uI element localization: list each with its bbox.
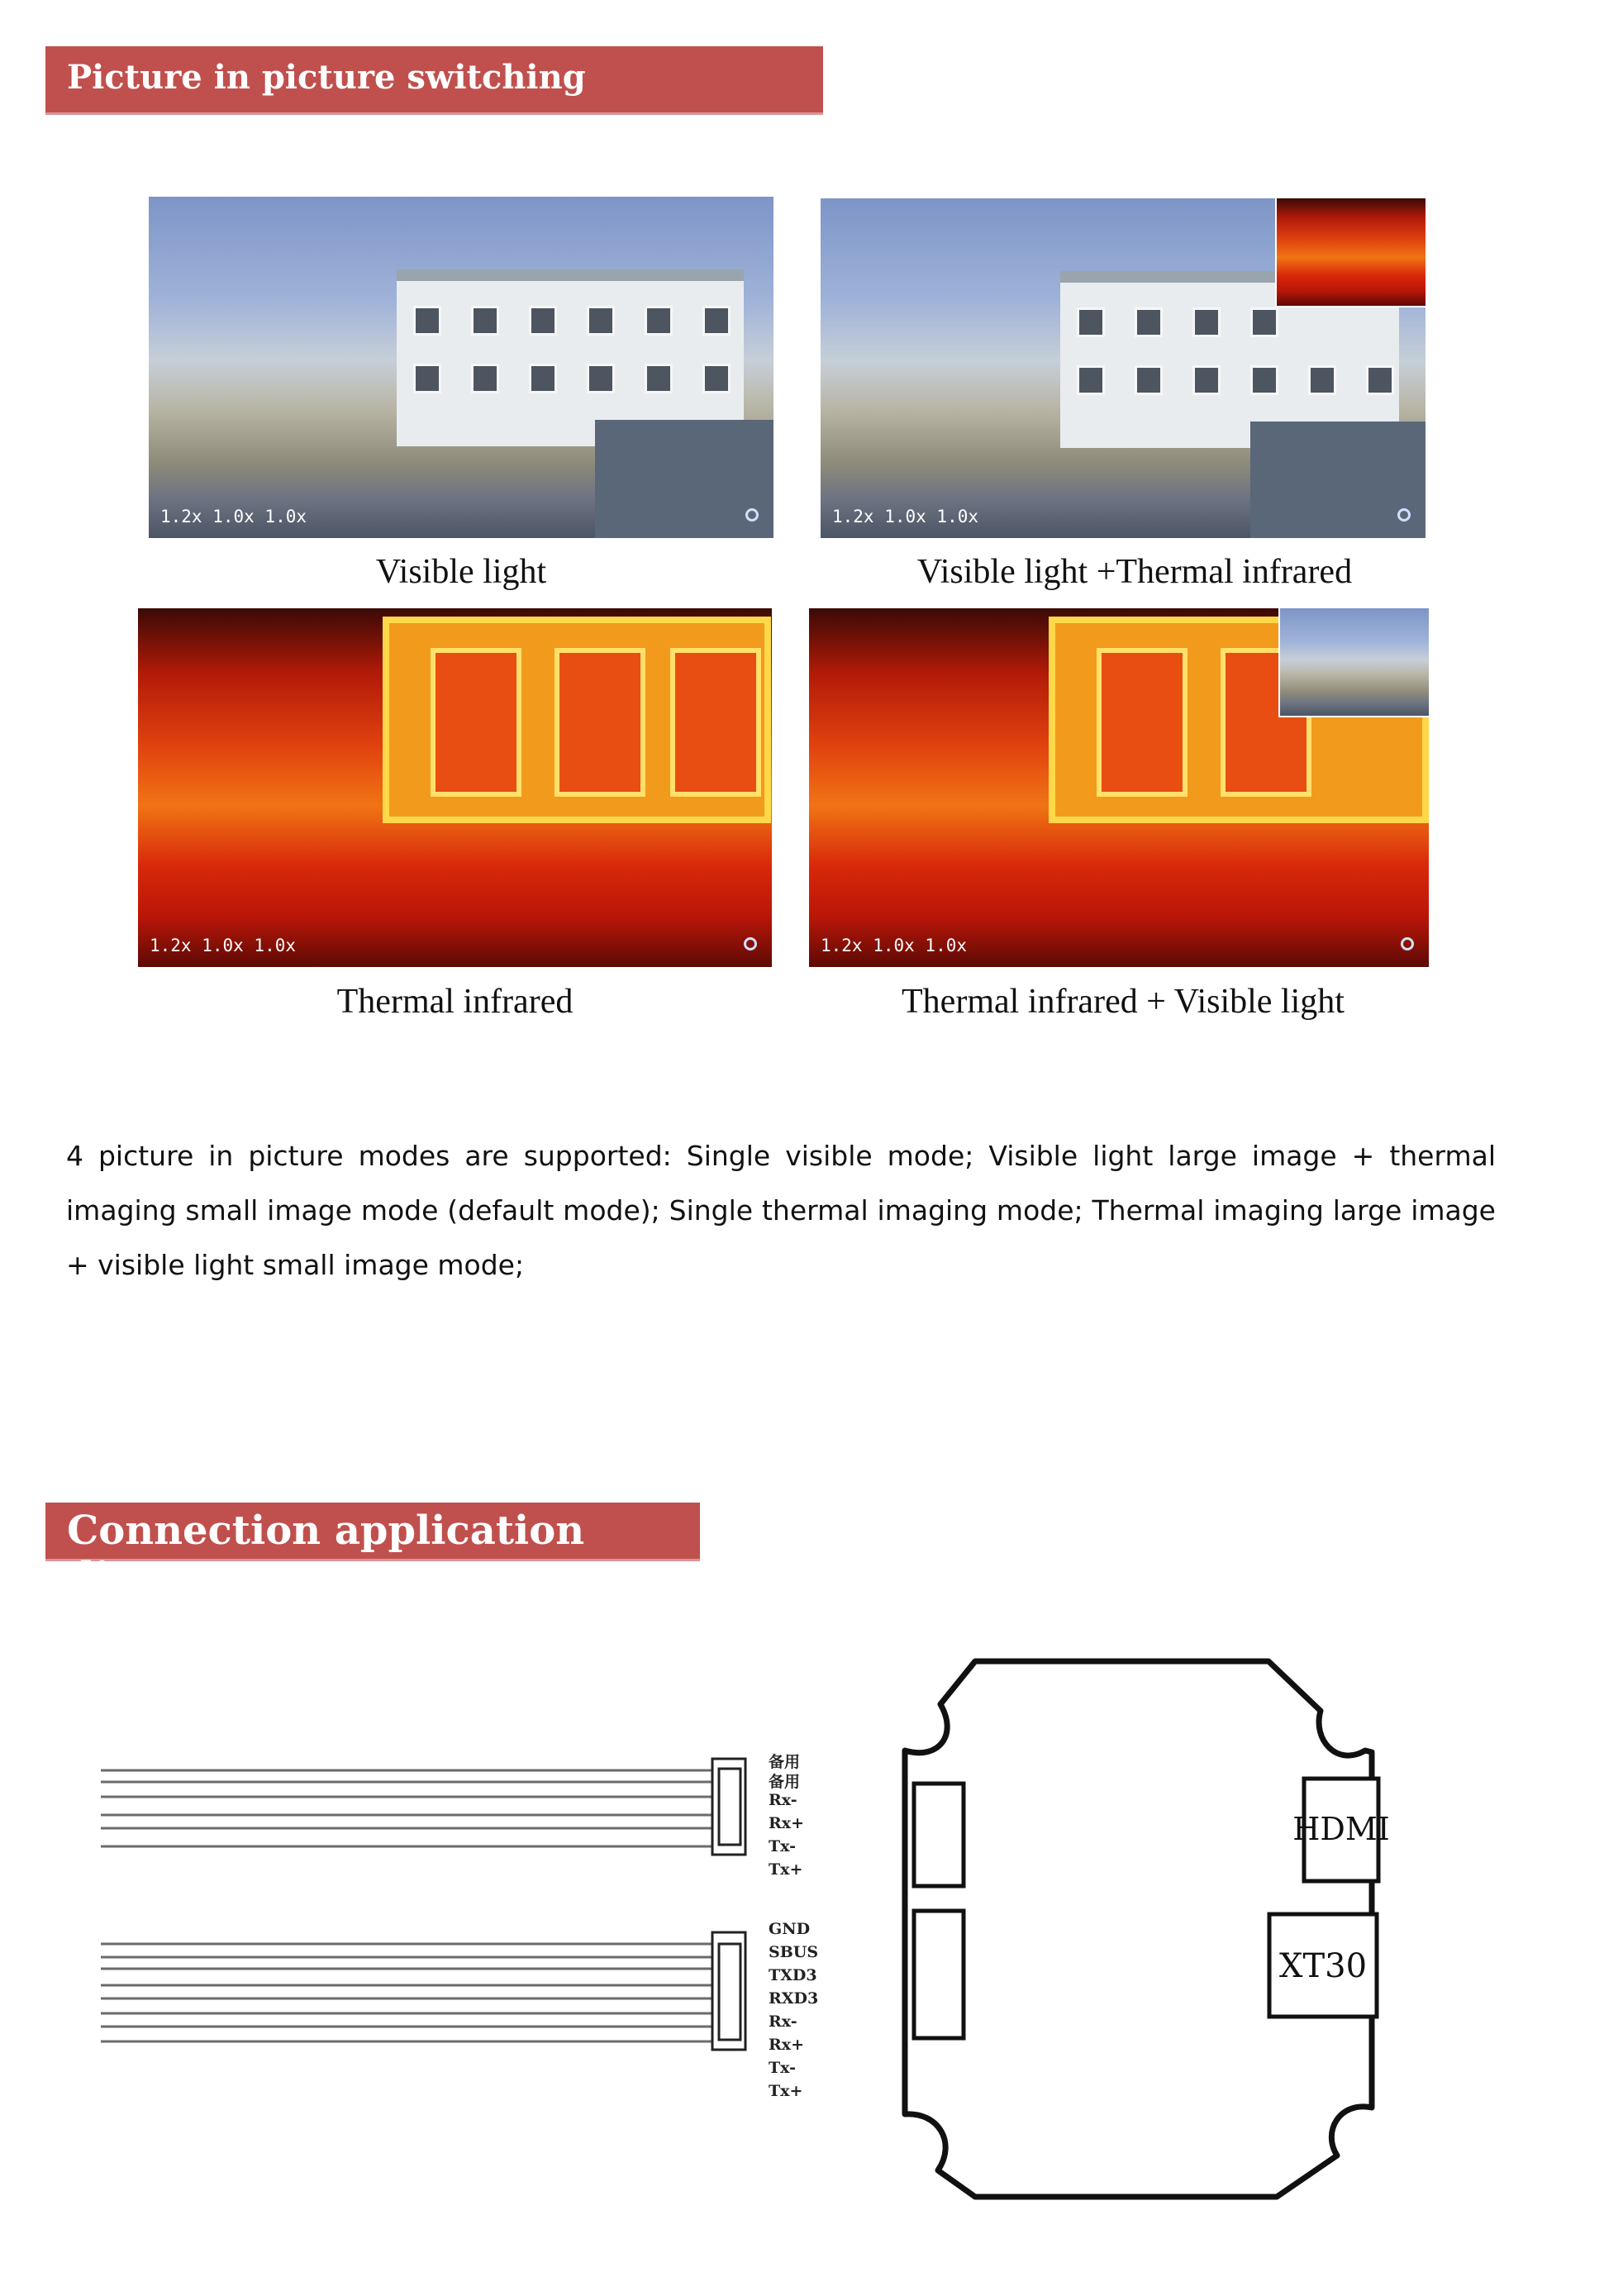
photo-visible-thermal bbox=[821, 198, 1426, 538]
section-title: Picture in picture switching bbox=[67, 58, 586, 97]
pin-label: Rx- bbox=[769, 2013, 797, 2031]
hdmi-label: HDMI bbox=[1292, 1811, 1390, 1847]
xt30-label: XT30 bbox=[1278, 1947, 1368, 1985]
settings-icon bbox=[1401, 937, 1414, 950]
photo-visible-light bbox=[149, 197, 773, 538]
pin-label: 备用 bbox=[769, 1773, 801, 1791]
board-connector-left-bottom bbox=[914, 1911, 964, 2038]
section-header-pip bbox=[45, 46, 823, 115]
pin-label: Tx- bbox=[769, 2059, 797, 2077]
osd-zoom: 1.2x 1.0x 1.0x bbox=[821, 936, 968, 955]
visible-inset bbox=[1278, 608, 1429, 717]
photo-thermal-visible bbox=[809, 608, 1429, 967]
settings-icon bbox=[745, 508, 759, 522]
pin-label: Rx+ bbox=[769, 1814, 805, 1832]
osd-zoom: 1.2x 1.0x 1.0x bbox=[160, 507, 307, 526]
pin-label: Tx- bbox=[769, 1837, 797, 1855]
pin-label: Rx+ bbox=[769, 2036, 805, 2054]
caption-visible-thermal: Visible light +Thermal infrared bbox=[916, 553, 1353, 591]
caption-thermal-visible: Thermal infrared + Visible light bbox=[902, 983, 1345, 1021]
caption-visible-light: Visible light bbox=[375, 553, 547, 591]
osd-zoom: 1.2x 1.0x 1.0x bbox=[832, 507, 979, 526]
osd-zoom: 1.2x 1.0x 1.0x bbox=[150, 936, 297, 955]
pin-label: 备用 bbox=[769, 1753, 801, 1771]
photo-thermal-infrared bbox=[138, 608, 772, 967]
pin-label: GND bbox=[769, 1920, 811, 1938]
section-header-connection bbox=[45, 1503, 700, 1600]
settings-icon bbox=[744, 937, 757, 950]
description-text: 4 picture in picture modes are supported: Single visible mode; Visible light large image + thermal imaging small image mode (default mode); Single thermal imaging mode; Thermal imaging large image + visible light small image mode; bbox=[66, 1140, 1496, 1281]
board-connector-left-top bbox=[914, 1784, 964, 1886]
section-title: Connection application diagram bbox=[67, 1508, 585, 1600]
pin-label: Tx+ bbox=[769, 2082, 803, 2100]
pin-label: TXD3 bbox=[769, 1966, 817, 1984]
caption-thermal-infrared: Thermal infrared bbox=[336, 983, 574, 1021]
pin-label: Rx- bbox=[769, 1791, 797, 1809]
settings-icon bbox=[1397, 508, 1411, 522]
thermal-inset bbox=[1275, 198, 1426, 307]
connection-diagram bbox=[83, 1645, 1405, 2207]
pin-label: Tx+ bbox=[769, 1860, 803, 1879]
pin-label: SBUS bbox=[769, 1943, 819, 1961]
pin-label: RXD3 bbox=[769, 1989, 819, 2008]
